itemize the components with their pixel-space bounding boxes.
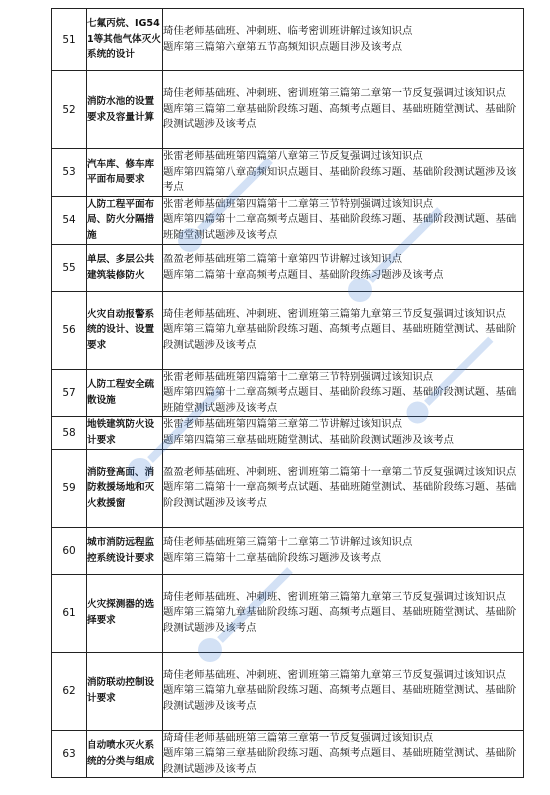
coverage-description [163, 244, 524, 291]
description-line: 题库第三篇第十二章基础阶段练习题涉及该考点 [163, 551, 382, 564]
table-row [52, 652, 524, 730]
knowledge-point-topic: 消防登高面、消防救援场地和灭火救援窗 [87, 449, 163, 527]
description-line: 琦佳老师基础班第三篇第十二章第二节讲解过该知识点 [163, 535, 413, 548]
description-line: 题库第四篇第十二章高频考点题目、基础阶段练习题、基础阶段测试题、基础班随堂测试题涉及该考点 [163, 213, 517, 241]
knowledge-point-topic: 火灾自动报警系统的设计、设置要求 [87, 291, 163, 369]
table-row [52, 9, 524, 71]
description-line: 题库第三篇第九章基础阶段练习题、高频考点题目、基础班随堂测试、基础阶段测试题涉及该考点 [163, 606, 517, 634]
description-line: 题库第三篇第二章基础阶段练习题、高频考点题目、基础班随堂测试、基础阶段测试题涉及该考点 [163, 102, 517, 131]
knowledge-point-topic: 城市消防远程监控系统设计要求 [87, 527, 163, 574]
description-line: 张雷老师基础班第四篇第十二章第三节特别强调过该知识点 [163, 197, 434, 210]
table-row [52, 527, 524, 574]
coverage-description [163, 574, 524, 652]
table-row [52, 71, 524, 149]
description-line: 题库第三篇第六章第五节高频知识点题目涉及该考点 [163, 40, 402, 53]
description-line: 琦佳老师基础班、冲刺班、临考密训班讲解过该知识点 [163, 24, 413, 37]
coverage-description [163, 9, 524, 71]
description-line: 题库第四篇第十二章高频考点题目、基础阶段练习题、基础阶段测试题、基础班随堂测试题涉及该考点 [163, 386, 517, 414]
row-number: 55 [52, 244, 87, 291]
row-number: 61 [52, 574, 87, 652]
coverage-description [163, 527, 524, 574]
row-number: 52 [52, 71, 87, 149]
knowledge-point-topic: 人防工程安全疏散设施 [87, 369, 163, 417]
row-number: 54 [52, 196, 87, 244]
row-number: 60 [52, 527, 87, 574]
row-number: 62 [52, 652, 87, 730]
knowledge-point-topic: 单层、多层公共建筑装修防火 [87, 244, 163, 291]
knowledge-point-topic: 地铁建筑防火设计要求 [87, 417, 163, 449]
description-line: 琦琦佳老师基础班第三篇第三章第一节反复强调过该知识点 [163, 731, 434, 744]
row-number: 58 [52, 417, 87, 449]
row-number: 56 [52, 291, 87, 369]
table-row [52, 291, 524, 369]
row-number: 57 [52, 369, 87, 417]
description-line: 题库第二篇第十章高频考点题目、基础阶段练习题涉及该考点 [163, 268, 444, 281]
description-line: 张雷老师基础班第四篇第八章第三节反复强调过该知识点 [163, 150, 423, 162]
table-row [52, 244, 524, 291]
coverage-description [163, 369, 524, 417]
description-line: 琦佳老师基础班、冲刺班、密训班第三篇第九章第三节反复强调过该知识点 [163, 668, 506, 681]
description-line: 琦佳老师基础班、冲刺班、密训班第三篇第二章第一节反复强调过该知识点 [163, 87, 506, 100]
description-line: 张雷老师基础班第四篇第三章第二节讲解过该知识点 [163, 418, 402, 431]
knowledge-point-table [51, 8, 524, 778]
row-number: 59 [52, 449, 87, 527]
coverage-description [163, 730, 524, 778]
table-row [52, 417, 524, 449]
coverage-description [163, 71, 524, 149]
row-number: 53 [52, 149, 87, 197]
coverage-description [163, 291, 524, 369]
description-line: 题库第三篇第三章基础阶段练习题、高频考点题目、基础班随堂测试、基础阶段测试题涉及该考点 [163, 747, 517, 775]
knowledge-point-topic: 消防联动控制设计要求 [87, 652, 163, 730]
row-number: 63 [52, 730, 87, 778]
table-row [52, 149, 524, 197]
description-line: 题库第四篇第三章基础班随堂测试、基础阶段测试题涉及该考点 [163, 433, 454, 446]
coverage-description [163, 449, 524, 527]
description-line: 琦佳老师基础班、冲刺班、密训班第三篇第九章第三节反复强调过该知识点 [163, 307, 506, 320]
table-row [52, 574, 524, 652]
table-row [52, 449, 524, 527]
row-number: 51 [52, 9, 87, 71]
coverage-description [163, 417, 524, 449]
knowledge-point-topic: 火灾探测器的选择要求 [87, 574, 163, 652]
description-line: 琦佳老师基础班、冲刺班、密训班第三篇第九章第三节反复强调过该知识点 [163, 590, 506, 603]
coverage-description [163, 149, 524, 197]
knowledge-point-topic: 汽车库、修车库平面布局要求 [87, 149, 163, 197]
description-line: 题库第二篇第十一章高频考点试题、基础班随堂测试、基础阶段练习题、基础阶段测试题涉及该考点 [163, 481, 517, 509]
description-line: 题库第三篇第九章基础阶段练习题、高频考点题目、基础班随堂测试、基础阶段测试题涉及该考点 [163, 323, 517, 351]
description-line: 盈盈老师基础班第二篇第十章第四节讲解过该知识点 [163, 252, 402, 265]
knowledge-point-topic: 自动喷水灭火系统的分类与组成 [87, 730, 163, 778]
table-row [52, 196, 524, 244]
knowledge-point-topic: 消防水池的设置要求及容量计算 [87, 71, 163, 149]
coverage-description [163, 196, 524, 244]
knowledge-point-topic: 七氟丙烷、IG541等其他气体灭火系统的设计 [87, 9, 163, 71]
knowledge-point-topic: 人防工程平面布局、防火分隔措施 [87, 196, 163, 244]
description-line: 题库第四篇第八章高频知识点题目、基础阶段练习题、基础阶段测试题涉及该考点 [163, 165, 517, 194]
table-row [52, 730, 524, 778]
table-row [52, 369, 524, 417]
description-line: 张雷老师基础班第四篇第十二章第三节特别强调过该知识点 [163, 370, 434, 383]
coverage-description [163, 652, 524, 730]
description-line: 盈盈老师基础班、冲刺班、密训班第二篇第十一章第二节反复强调过该知识点 [163, 465, 517, 478]
description-line: 题库第三篇第九章基础阶段练习题、高频考点题目、基础班随堂测试、基础阶段测试题涉及该考点 [163, 684, 517, 712]
